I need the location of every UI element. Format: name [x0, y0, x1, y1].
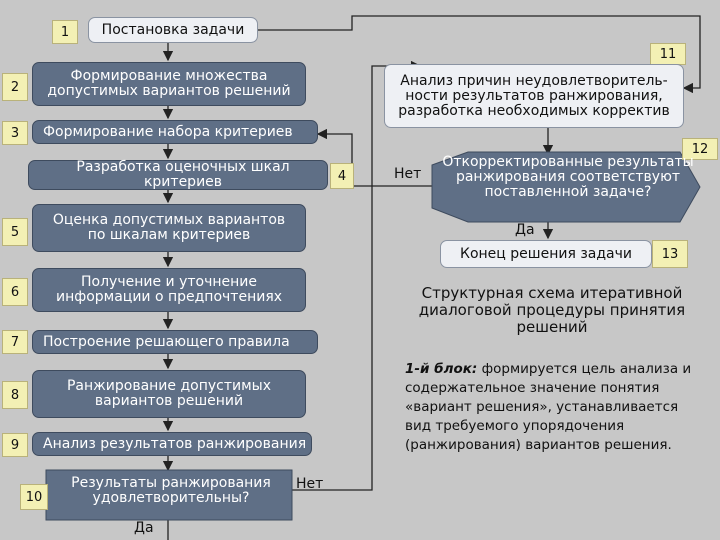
badge-6: 6 — [2, 278, 28, 306]
step-6-preferences: Получение и уточнение информации о предпочтениях — [32, 268, 306, 312]
badge-2: 2 — [2, 73, 28, 101]
step-2-alternatives: Формирование множества допустимых вариантов решений — [32, 62, 306, 106]
badge-8: 8 — [2, 381, 28, 409]
badge-9: 9 — [2, 433, 28, 457]
badge-3: 3 — [2, 121, 28, 145]
step-5-evaluation: Оценка допустимых вариантов по шкалам критериев — [32, 204, 306, 252]
description-text: формируется цель анализа и содержательное значение понятия «вариант решения», устанавливается вид требуемого упорядочения (ранжирования) вариантов решения. — [405, 361, 692, 453]
step-1-problem-statement: Постановка задачи — [88, 17, 258, 43]
decision-10-text: Результаты ранжирования удовлетворительны? — [71, 475, 271, 506]
step-3-criteria: Формирование набора критериев — [32, 120, 318, 144]
step-8-ranking: Ранжирование допустимых вариантов решений — [32, 370, 306, 418]
description-bold: 1-й блок: — [405, 361, 478, 377]
step-11-correction: Анализ причин неудовлетворитель- ности результатов ранжирования, разработка необходимых корректив — [384, 64, 684, 128]
step-9-analysis: Анализ результатов ранжирования — [32, 432, 312, 456]
diagram-caption: Структурная схема итеративной диалоговой процедуры принятия решений — [418, 284, 686, 336]
badge-7: 7 — [2, 330, 28, 354]
label-no-12: Нет — [394, 166, 422, 182]
block-description — [405, 360, 705, 455]
badge-11: 11 — [650, 43, 686, 65]
badge-4: 4 — [330, 163, 354, 189]
label-yes-10: Да — [134, 520, 154, 536]
step-7-decision-rule: Построение решающего правила — [32, 330, 318, 354]
label-no-10: Нет — [296, 476, 324, 492]
decision-12-text: Откорректированные результаты ранжирования соответствуют поставленной задаче? — [442, 154, 694, 200]
label-yes-12: Да — [515, 222, 535, 238]
step-4-scales: Разработка оценочных шкал критериев — [28, 160, 328, 190]
badge-12: 12 — [682, 138, 718, 160]
badge-5: 5 — [2, 218, 28, 246]
step-13-end: Конец решения задачи — [440, 240, 652, 268]
badge-1: 1 — [52, 20, 78, 44]
badge-10: 10 — [20, 484, 48, 510]
badge-13: 13 — [652, 240, 688, 268]
